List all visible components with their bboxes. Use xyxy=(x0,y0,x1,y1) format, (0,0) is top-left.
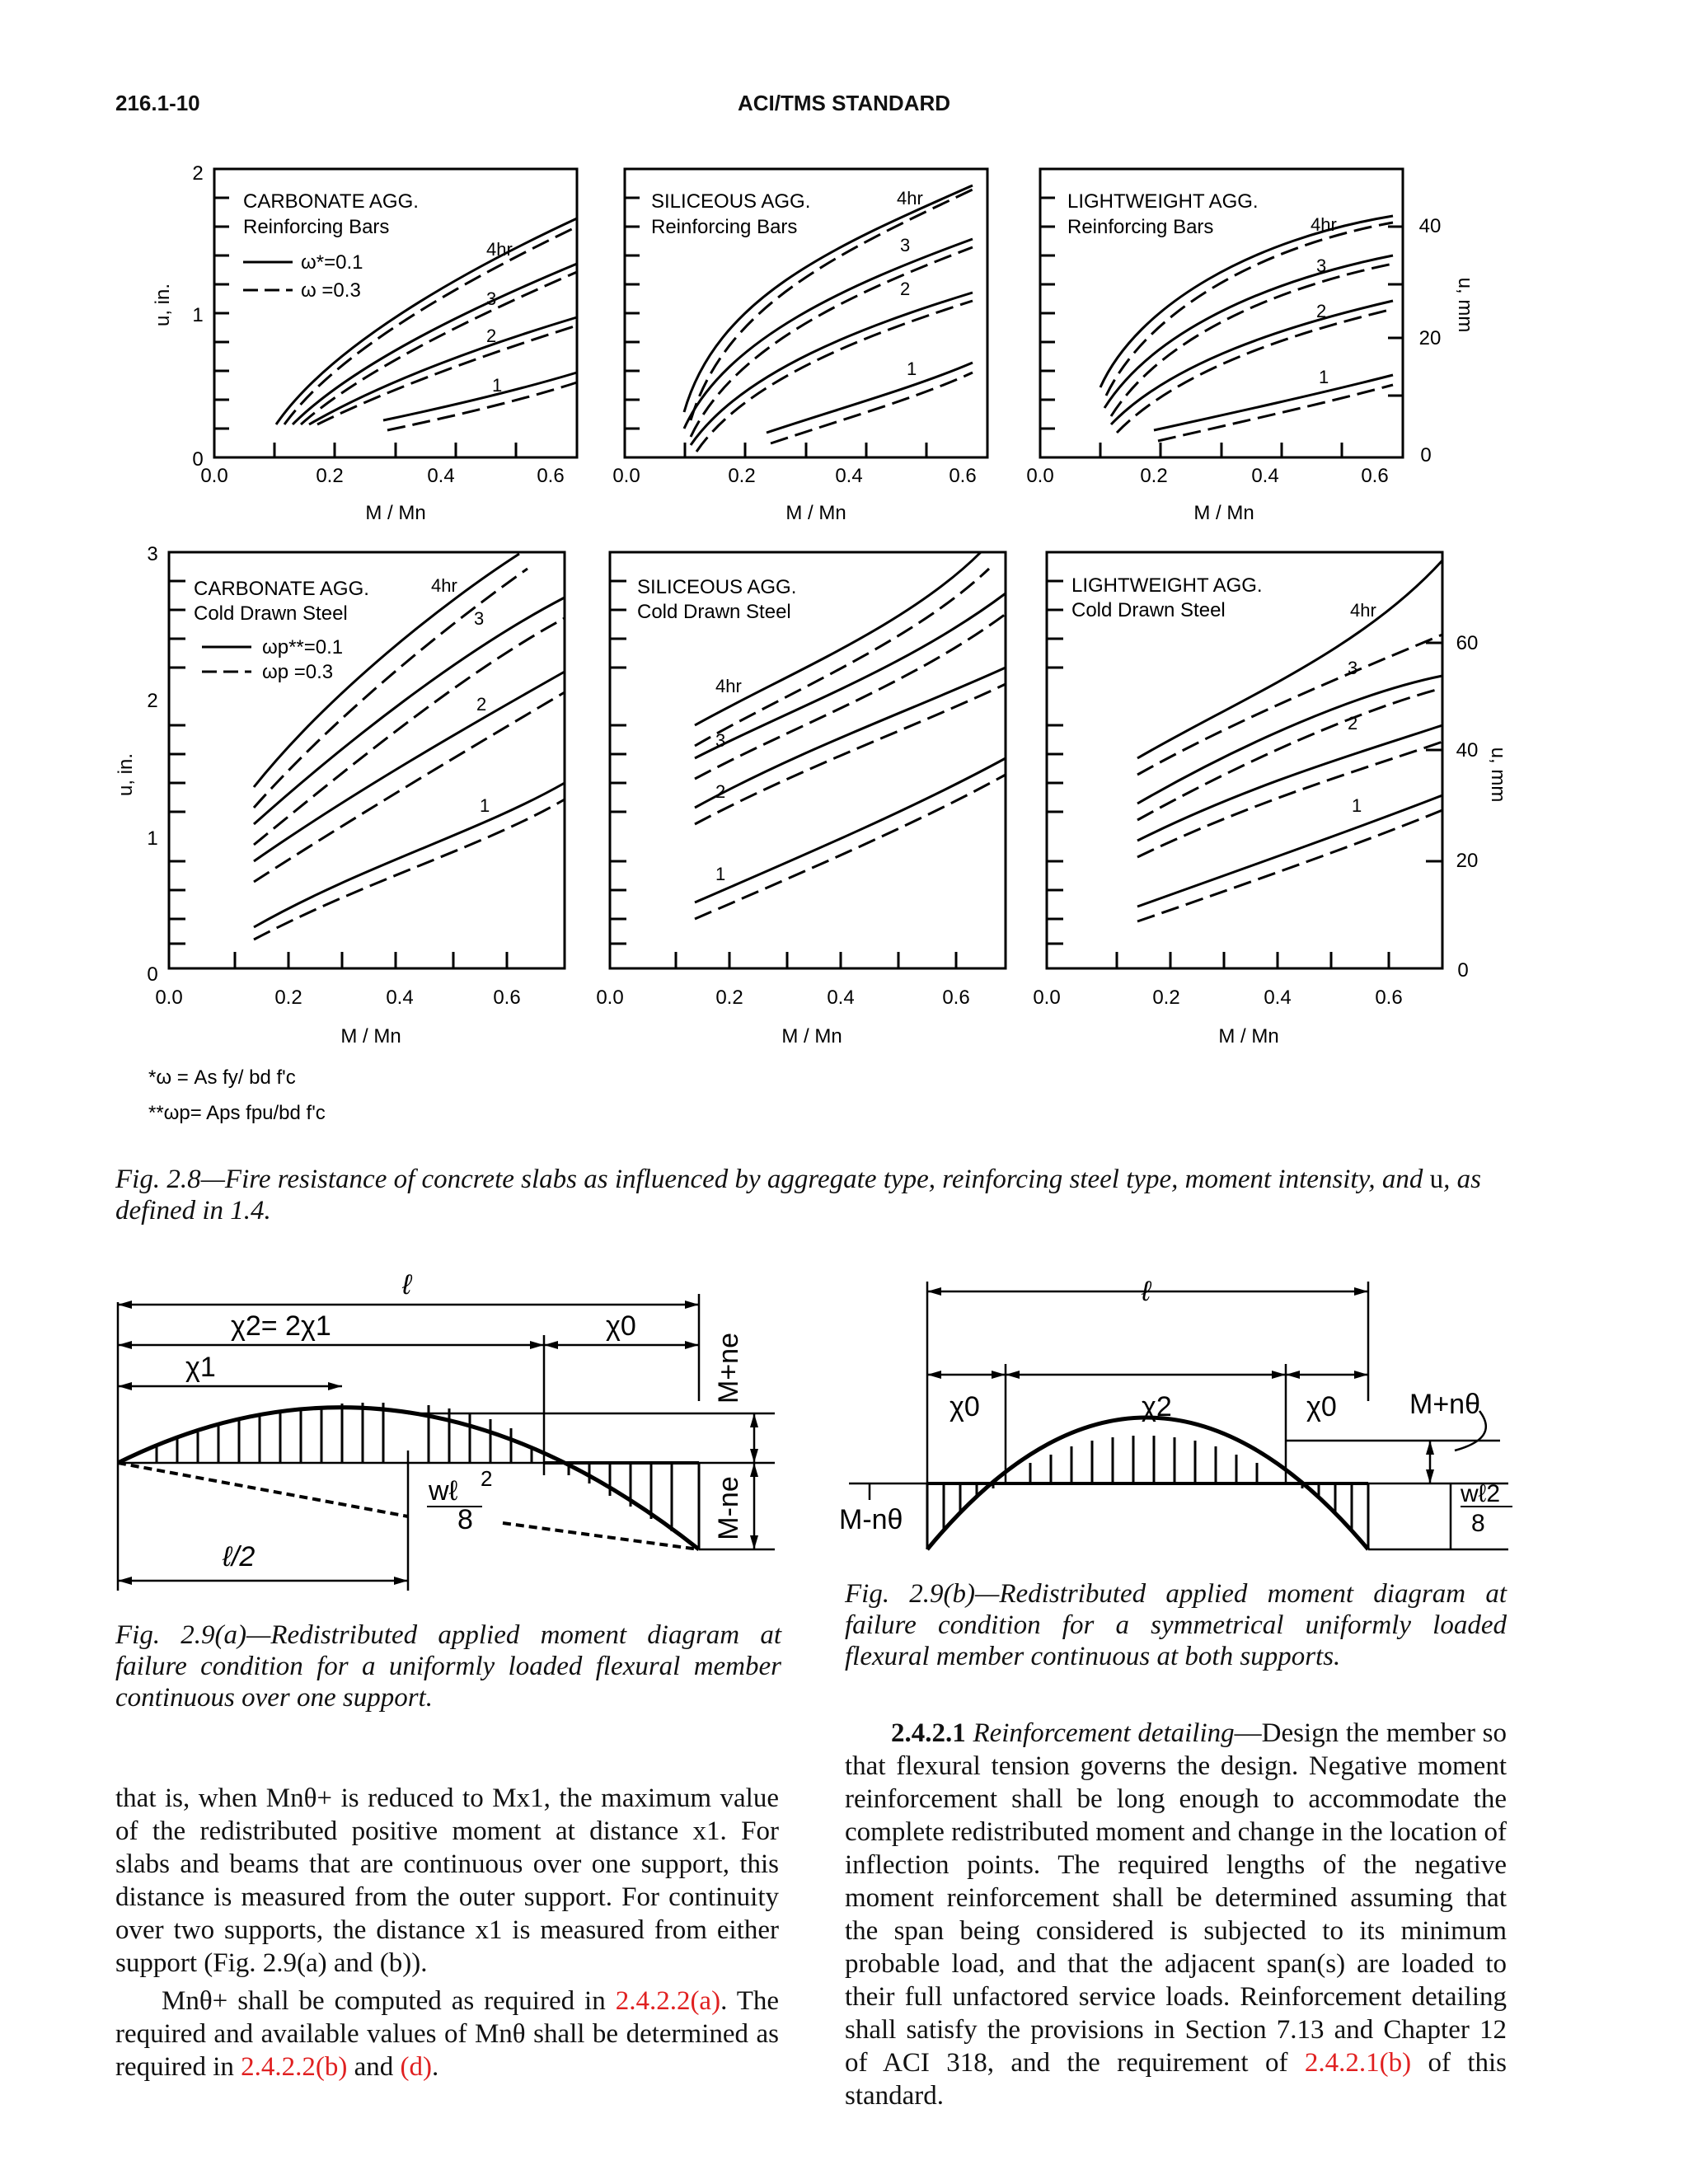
half-span-label: ℓ/2 xyxy=(223,1541,256,1572)
x-tick-label: 0.6 xyxy=(1361,465,1389,487)
figure-2-9a-caption: Fig. 2.9(a)—Redistributed applied moment diagram at failure condition for a uniformly loaded flexural member continuous over one support. xyxy=(115,1620,781,1713)
left-column-text xyxy=(115,1782,779,2083)
figure-2-9a xyxy=(0,0,824,1615)
y-tick-label: 2 xyxy=(192,162,204,185)
x0-label: χ0 xyxy=(1306,1391,1337,1422)
curve-label: 3 xyxy=(1316,255,1327,276)
curve-label: 2 xyxy=(1348,713,1358,733)
y-tick-label: 40 xyxy=(1418,215,1442,237)
x-tick-label: 0.6 xyxy=(537,465,565,487)
footnote: *ω = As fy/ bd f'c xyxy=(148,1066,296,1089)
y-tick-label: 1 xyxy=(192,304,204,326)
x-tick-label: 0.0 xyxy=(612,465,640,487)
y-tick-label: 1 xyxy=(147,827,158,850)
x-tick-label: 0.2 xyxy=(715,987,743,1009)
legend-label: ωp =0.3 xyxy=(262,661,334,683)
legend-label: ωp**=0.1 xyxy=(262,636,344,658)
panel-title: LIGHTWEIGHT AGG. xyxy=(1071,574,1263,597)
section-link[interactable]: 2.4.2.2(a) xyxy=(615,1986,721,2016)
x-tick-label: 0.2 xyxy=(274,987,302,1009)
curve-label: 4hr xyxy=(1311,214,1337,235)
x-tick-label: 0.6 xyxy=(493,987,521,1009)
page-number: 216.1-10 xyxy=(115,91,200,115)
x-tick-label: 0.4 xyxy=(827,987,855,1009)
x0-label: χ0 xyxy=(950,1391,980,1422)
x-axis-title: M / Mn xyxy=(1193,502,1254,524)
positive-moment-label: M+ne xyxy=(713,1333,744,1404)
x-tick-label: 0.6 xyxy=(949,465,977,487)
curve-label: 3 xyxy=(474,608,485,629)
curve-label: 2 xyxy=(476,694,487,715)
curve-label: 4hr xyxy=(897,188,923,209)
x-tick-label: 0.0 xyxy=(1026,465,1054,487)
positive-moment-label: M+nθ xyxy=(1409,1389,1480,1420)
x-tick-label: 0.4 xyxy=(835,465,863,487)
x-tick-label: 0.4 xyxy=(1264,987,1292,1009)
panel-subtitle: Reinforcing Bars xyxy=(1067,216,1214,238)
x-tick-label: 0.4 xyxy=(427,465,455,487)
y-tick-label: 0 xyxy=(192,448,204,471)
x-tick-label: 0.4 xyxy=(386,987,414,1009)
x1-label: χ1 xyxy=(185,1352,216,1383)
panel-subtitle: Cold Drawn Steel xyxy=(1071,599,1226,621)
x-axis-title: M / Mn xyxy=(781,1025,842,1047)
curve-label: 4hr xyxy=(486,239,513,260)
panel-subtitle: Reinforcing Bars xyxy=(243,216,390,238)
y-tick-label: 60 xyxy=(1456,632,1479,654)
figure-2-9b xyxy=(824,0,1688,1615)
curve-label: 2 xyxy=(486,326,497,346)
legend-label: ω =0.3 xyxy=(301,279,361,302)
curve-label: 1 xyxy=(480,795,490,816)
panel-subtitle: Reinforcing Bars xyxy=(651,216,798,238)
y-axis-title: u, mm xyxy=(1454,277,1476,333)
y-axis-title: u, mm xyxy=(1487,747,1509,803)
x-tick-label: 0.6 xyxy=(942,987,970,1009)
curve-label: 3 xyxy=(1348,658,1358,678)
running-title: ACI/TMS STANDARD xyxy=(737,91,951,115)
section-number: 2.4.2.1 xyxy=(891,1718,966,1748)
paragraph: Mnθ+ shall be computed as required in 2.4.2.2(a). The required and available values of Mnθ shall be determined as required in 2.4.2.2(b) and (d). xyxy=(115,1986,779,2082)
curve-label: 1 xyxy=(1352,795,1362,816)
paragraph: 2.4.2.1 Reinforcement detailing—Design the member so that flexural tension governs the design. Negative moment reinforcement shall be long enough to accommodate the complete redistributed moment and change in the location of inflection points. The required lengths of the negative moment reinforcement shall be determined assuming that the span being considered is subjected to its minimum probable load, and that the adjacent span(s) are loaded to their full unfactored service loads. Reinforcement detailing shall satisfy the provisions in Section 7.13 and Chapter 12 of ACI 318, and the requirement of 2.4.2.1(b) of this standard. xyxy=(845,1718,1507,2111)
y-tick-label: 0 xyxy=(1457,959,1469,982)
y-tick-label: 2 xyxy=(147,690,158,712)
section-link[interactable]: (d) xyxy=(400,2052,432,2082)
x-axis-title: M / Mn xyxy=(785,502,846,524)
y-axis-title: u, in. xyxy=(152,283,174,327)
negative-moment-label: M-ne xyxy=(713,1476,744,1540)
curve-label: 1 xyxy=(907,359,917,379)
x-tick-label: 0.2 xyxy=(1140,465,1168,487)
eight-label: 8 xyxy=(457,1504,473,1535)
curve-label: 4hr xyxy=(431,575,457,596)
y-tick-label: 20 xyxy=(1456,850,1479,872)
x0-label: χ0 xyxy=(606,1310,636,1342)
wl2-label: wℓ2 xyxy=(1461,1480,1501,1507)
span-label: ℓ xyxy=(1142,1276,1151,1307)
panel-title: CARBONATE AGG. xyxy=(243,190,419,213)
x-tick-label: 0.0 xyxy=(200,465,228,487)
panel-subtitle: Cold Drawn Steel xyxy=(194,602,348,625)
paragraph: that is, when Mnθ+ is reduced to Mx1, the maximum value of the redistributed positive moment at distance x1. For slabs and beams that are continuous over one support, this distance is measured from the outer support. For continuity over two supports, the distance x1 is measured from either support (Fig. 2.9(a) and (b)). xyxy=(115,1783,779,1978)
curve-label: 3 xyxy=(900,235,911,255)
x-tick-label: 0.4 xyxy=(1251,465,1279,487)
curve-label: 2 xyxy=(715,781,726,802)
x-tick-label: 0.6 xyxy=(1375,987,1403,1009)
section-link[interactable]: 2.4.2.1(b) xyxy=(1304,2048,1412,2078)
x-tick-label: 0.0 xyxy=(596,987,624,1009)
right-column-text xyxy=(845,1717,1507,2112)
x-tick-label: 0.0 xyxy=(155,987,183,1009)
x-tick-label: 0.2 xyxy=(728,465,756,487)
curve-label: 1 xyxy=(715,864,726,884)
y-tick-label: 0 xyxy=(1420,444,1432,466)
curve-label: 2 xyxy=(900,279,911,299)
curve-label: 4hr xyxy=(1350,600,1376,621)
x-tick-label: 0.2 xyxy=(316,465,344,487)
panel-title: LIGHTWEIGHT AGG. xyxy=(1067,190,1259,213)
figure-2-9b-caption: Fig. 2.9(b)—Redistributed applied moment diagram at failure condition for a symmetrical uniformly loaded flexural member continuous at both supports. xyxy=(845,1579,1507,1671)
x-axis-title: M / Mn xyxy=(365,502,426,524)
panel-title: SILICEOUS AGG. xyxy=(637,576,797,598)
panel-subtitle: Cold Drawn Steel xyxy=(637,601,791,623)
y-tick-label: 20 xyxy=(1418,327,1442,349)
y-tick-label: 0 xyxy=(147,963,158,986)
y-tick-label: 3 xyxy=(147,543,158,565)
curve-label: 3 xyxy=(486,288,497,309)
curve-label: 2 xyxy=(1316,301,1327,321)
curve-label: 1 xyxy=(492,375,503,396)
y-axis-title: u, in. xyxy=(115,752,137,797)
x-axis-title: M / Mn xyxy=(340,1025,401,1047)
x-tick-label: 0.2 xyxy=(1152,987,1180,1009)
panel-title: CARBONATE AGG. xyxy=(194,578,369,600)
section-heading: Reinforcement detailing xyxy=(973,1718,1235,1748)
legend-label: ω*=0.1 xyxy=(301,251,363,274)
eight-label: 8 xyxy=(1471,1510,1485,1537)
x-tick-label: 0.0 xyxy=(1033,987,1061,1009)
square-label: 2 xyxy=(481,1466,493,1491)
section-link[interactable]: 2.4.2.2(b) xyxy=(241,2052,348,2082)
y-tick-label: 40 xyxy=(1456,739,1479,762)
x2-label: χ2 xyxy=(1142,1391,1172,1422)
curve-label: 4hr xyxy=(715,676,742,696)
figure-2-8-caption: Fig. 2.8—Fire resistance of concrete slabs as influenced by aggregate type, reinforcing steel type, moment intensity, and u, as defined in 1.4. xyxy=(115,1165,1481,1226)
wl-label: wℓ xyxy=(429,1475,458,1507)
panel-title: SILICEOUS AGG. xyxy=(651,190,811,213)
footnote: **ωp= Aps fpu/bd f'c xyxy=(148,1102,326,1124)
curve-label: 1 xyxy=(1319,367,1329,387)
negative-moment-label: M-nθ xyxy=(839,1504,903,1535)
span-label: ℓ xyxy=(402,1269,411,1301)
x-axis-title: M / Mn xyxy=(1218,1025,1279,1047)
curve-label: 3 xyxy=(715,730,726,751)
x2-label: χ2= 2χ1 xyxy=(231,1310,331,1342)
